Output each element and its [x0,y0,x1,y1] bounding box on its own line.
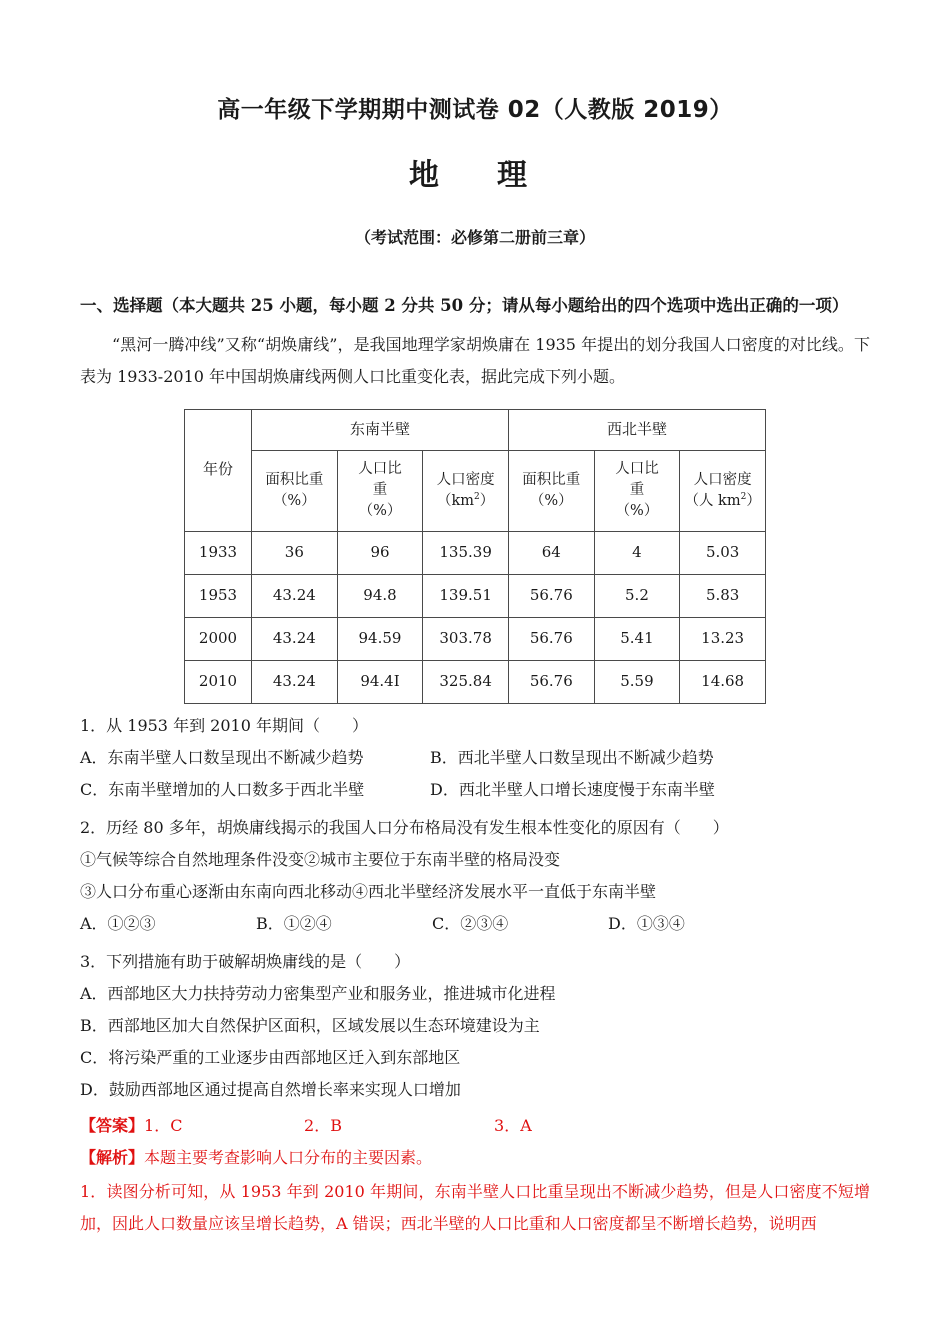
question-1-option-c[interactable]: C．东南半壁增加的人口数多于西北半壁 [80,779,365,799]
passage-intro: “黑河一腾冲线”又称“胡焕庸线”，是我国地理学家胡焕庸在 1935 年提出的划分我国人口密度的对比线。下表为 1933-2010 年中国胡焕庸线两侧人口比重变化表，据此完成下列小题。 [80,334,870,386]
question-3-option-d[interactable]: D．鼓励西部地区通过提高自然增长率来实现人口增加 [80,1079,461,1099]
answer-line [80,1110,870,1142]
cell-west-area: 56.76 [508,574,594,617]
cell-east-area: 43.24 [252,660,338,703]
cell-west-pop: 5.2 [594,574,680,617]
cell-east-area: 43.24 [252,617,338,660]
question-2-option-d[interactable]: D．①③④ [608,913,685,933]
question-3-stem: 3．下列措施有助于破解胡焕庸线的是（ ） [80,951,411,971]
table-row [185,617,766,660]
table-body [185,531,766,703]
question-2-option-a[interactable]: A．①②③ [80,913,156,933]
west-den-unit-pre: （人 km [684,492,741,509]
table-header-west-pop-ratio [594,450,680,531]
east-den-unit-post: ） [479,492,495,509]
question-2-options-row [80,908,870,940]
cell-west-density: 5.83 [680,574,766,617]
cell-east-density: 303.78 [423,617,509,660]
answer-q2: 2．B [304,1115,342,1135]
cell-east-pop: 94.59 [337,617,423,660]
question-3-option-a[interactable]: A．西部地区大力扶持劳动力密集型产业和服务业，推进城市化进程 [80,983,556,1003]
east-den-unit-pre: （km [437,492,475,509]
question-1-option-b[interactable]: B．西北半壁人口数呈现出不断减少趋势 [430,747,714,767]
east-den-label: 人口密度 [436,471,495,488]
cell-west-pop: 5.59 [594,660,680,703]
analysis-summary-line [80,1142,870,1174]
question-2-stem: 2．历经 80 多年，胡焕庸线揭示的我国人口分布格局没有发生根本性变化的原因有（ ） [80,817,729,837]
question-2-option-b[interactable]: B．①②④ [256,913,332,933]
table-header-east-area-ratio [252,450,338,531]
east-area-unit: （%） [272,492,316,509]
west-area-unit: （%） [529,492,573,509]
table-header-east-density [423,450,509,531]
subject-title: 地 理 [409,157,541,193]
cell-east-area: 36 [252,531,338,574]
question-1-stem: 1．从 1953 年到 2010 年期间（ ） [80,715,368,735]
question-2-statement-line-1: ①气候等综合自然地理条件没变②城市主要位于东南半壁的格局没变 [80,849,561,869]
east-pop-label2: 重 [372,482,388,499]
west-pop-label2: 重 [629,482,645,499]
question-2-option-c[interactable]: C．②③④ [432,913,509,933]
cell-east-density: 325.84 [423,660,509,703]
cell-east-density: 139.51 [423,574,509,617]
question-2-statement-line-2: ③人口分布重心逐渐由东南向西北移动④西北半壁经济发展水平一直低于东南半壁 [80,881,657,901]
table-row [185,660,766,703]
question-1-options-row-2 [80,774,870,806]
west-den-unit-sup: 2 [740,491,747,502]
cell-west-area: 64 [508,531,594,574]
question-1-option-d[interactable]: D．西北半壁人口增长速度慢于东南半壁 [430,779,715,799]
west-den-label: 人口密度 [693,471,752,488]
cell-east-pop: 94.4I [337,660,423,703]
table-header-group-southeast: 东南半壁 [252,409,509,450]
question-1-options-row-1 [80,742,870,774]
west-pop-unit: （%） [615,503,659,520]
table-row [185,531,766,574]
west-pop-label: 人口比 [615,461,659,478]
cell-west-density: 5.03 [680,531,766,574]
east-den-unit-sup: 2 [474,491,480,502]
table-row [185,574,766,617]
population-table-container [80,409,870,704]
table-header-east-pop-ratio [337,450,423,531]
cell-west-density: 13.23 [680,617,766,660]
question-3-option-c[interactable]: C．将污染严重的工业逐步由西部地区迁入到东部地区 [80,1047,461,1067]
analysis-summary-text: 本题主要考查影响人口分布的主要因素。 [144,1147,433,1167]
cell-east-area: 43.24 [252,574,338,617]
cell-year: 2000 [185,617,252,660]
cell-west-density: 14.68 [680,660,766,703]
answer-q1: 1．C [144,1115,183,1135]
section-heading-multiple-choice: 一、选择题（本大题共 25 小题，每小题 2 分共 50 分；请从每小题给出的四个选项中选出正确的一项） [80,295,849,315]
analysis-detail-paragraph: 1．读图分析可知，从 1953 年到 2010 年期间，东南半壁人口比重呈现出不断减少趋势，但是人口密度不短增加，因此人口数量应该呈增长趋势，A 错误；西北半壁的人口比重和人口密度都呈不断增长趋势，说明西 [80,1181,870,1233]
document-title: 高一年级下学期期中测试卷 02（人教版 2019） [217,97,733,123]
cell-west-area: 56.76 [508,660,594,703]
table-header-group-northwest: 西北半壁 [508,409,765,450]
cell-year: 1933 [185,531,252,574]
cell-west-pop: 4 [594,531,680,574]
cell-east-density: 135.39 [423,531,509,574]
population-ratio-table [184,409,766,704]
table-header-year: 年份 [185,409,252,531]
west-area-label: 面积比重 [522,471,581,488]
answer-label: 【答案】 [80,1115,145,1135]
cell-east-pop: 96 [337,531,423,574]
cell-west-pop: 5.41 [594,617,680,660]
east-area-label: 面积比重 [265,471,324,488]
question-3-option-b[interactable]: B．西部地区加大自然保护区面积，区域发展以生态环境建设为主 [80,1015,540,1035]
table-header-west-area-ratio [508,450,594,531]
cell-year: 1953 [185,574,252,617]
east-pop-unit: （%） [358,503,402,520]
east-pop-label: 人口比 [358,461,402,478]
question-1-option-a[interactable]: A．东南半壁人口数呈现出不断减少趋势 [80,747,364,767]
cell-east-pop: 94.8 [337,574,423,617]
west-den-unit-post: ） [746,492,761,509]
cell-year: 2010 [185,660,252,703]
cell-west-area: 56.76 [508,617,594,660]
analysis-label: 【解析】 [80,1147,145,1167]
exam-scope-note: （考试范围：必修第二册前三章） [354,227,595,247]
table-header-west-density [680,450,766,531]
answer-q3: 3．A [494,1115,532,1135]
